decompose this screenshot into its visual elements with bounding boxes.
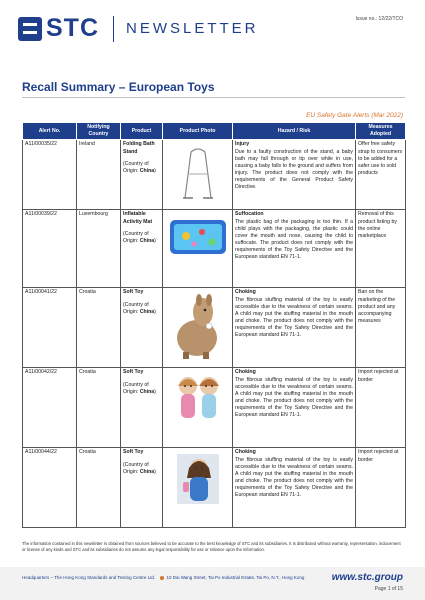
measures-cell: Removal of this product listing by the online marketplace	[356, 210, 406, 288]
measures-cell: Ban on the marketing of the product and any accompanying measures	[356, 288, 406, 368]
product-cell	[121, 448, 163, 528]
product-name: Folding Bath Stand	[123, 141, 155, 155]
bath-stand-photo	[181, 144, 215, 200]
product-cell	[121, 210, 163, 288]
footer-address	[22, 575, 304, 580]
table-header-row	[23, 123, 406, 140]
hazard-cell	[233, 448, 356, 528]
measures-cell: Offer free safety strap to consumers to be added for a safer use to sold products	[356, 140, 406, 210]
country-cell: Ireland	[77, 140, 121, 210]
header-divider	[113, 16, 114, 42]
table-subtitle: EU Safety Gate Alerts (Mar 2022)	[306, 112, 403, 119]
photo-cell	[163, 288, 233, 368]
alert-no-cell: A11/00035/22	[23, 140, 77, 210]
alert-no-cell: A11/00041/22	[23, 288, 77, 368]
hazard-title: Suffocation	[235, 211, 264, 218]
page-title: Recall Summary – European Toys	[22, 80, 215, 94]
recall-table	[22, 122, 406, 528]
table-row	[23, 140, 406, 210]
location-pin-icon	[160, 576, 164, 580]
table-row	[23, 210, 406, 288]
hazard-text: The fibrous stuffing material of the toy is easily accessible due to the weakness of certain seams. A child may put the stuffing material in the mouth and choke. The product does not comply with the requirements of the Toy Safety Directive and the European standard EN 71-1.	[235, 296, 353, 339]
stc-logo	[18, 14, 259, 43]
product-name: Inflatable Activity Mat	[123, 211, 153, 225]
origin-text: (Country of Origin: China)	[123, 461, 156, 475]
measures-cell: Import rejected at border	[356, 448, 406, 528]
hq-address: 10 Dai Wang Street, Tai Po Industrial Estate, Tai Po, N.T., Hong Kong	[166, 575, 305, 580]
product-cell	[121, 140, 163, 210]
hazard-title: Choking	[235, 369, 256, 376]
table-row	[23, 288, 406, 368]
hazard-title: Injury	[235, 141, 250, 148]
header-product-photo: Product Photo	[163, 123, 233, 140]
hazard-text: Due to a faulty construction of the stand, a baby bath may fall through or tip over while in use, causing a baby falls to the ground and suffers from injury. The product does not comply with the requirements of the General Product Safety Directive.	[235, 148, 353, 191]
country-cell: Croatia	[77, 368, 121, 448]
alert-no-cell: A11/00044/22	[23, 448, 77, 528]
table-row	[23, 448, 406, 528]
product-name: Soft Toy	[123, 369, 144, 376]
product-name: Soft Toy	[123, 289, 144, 296]
llama-toy-photo	[173, 292, 223, 360]
title-divider	[22, 97, 405, 98]
hq-label: Headquarters – The Hong Kong Standards and Testing Centre Ltd.	[22, 575, 156, 580]
issue-number: Issue no.: 12/22/TCO	[355, 16, 403, 22]
header-measures-adopted: Measures Adopted	[356, 123, 406, 140]
header-product: Product	[121, 123, 163, 140]
photo-cell	[163, 140, 233, 210]
website-link[interactable]: www.stc.group	[331, 572, 403, 583]
brand-name: STC	[46, 14, 99, 42]
alert-no-cell: A11/00042/22	[23, 368, 77, 448]
page-header	[0, 0, 425, 58]
country-cell: Croatia	[77, 448, 121, 528]
hazard-cell	[233, 288, 356, 368]
page-number: Page 1 of 15	[374, 586, 403, 592]
product-cell	[121, 368, 163, 448]
dolls-photo	[172, 372, 224, 424]
header-notifying-country: Notifying Country	[77, 123, 121, 140]
doll-blue-photo	[175, 452, 221, 506]
activity-mat-photo	[168, 214, 228, 258]
hazard-text: The fibrous stuffing material of the toy is easily accessible due to the weakness of certain seams. A child may put the stuffing material in the mouth and choke. The product does not comply with the requirements of the Toy Safety Directive and the European standard EN 71-1.	[235, 376, 353, 419]
photo-cell	[163, 210, 233, 288]
country-cell: Luxembourg	[77, 210, 121, 288]
photo-cell	[163, 368, 233, 448]
hazard-title: Choking	[235, 289, 256, 296]
header-hazard-risk: Hazard / Risk	[233, 123, 356, 140]
origin-text: (Country of Origin: China)	[123, 230, 156, 244]
origin-text: (Country of Origin: China)	[123, 160, 156, 174]
origin-text: (Country of Origin: China)	[123, 381, 156, 395]
hazard-text: The plastic bag of the packaging is too thin. If a child plays with the packaging, the plastic could cover the mouth and nose, causing the child to suffocate. The product does not comply with the requirements of the Toy Safety Directive and the European standard EN 71-1.	[235, 218, 353, 261]
hazard-cell	[233, 140, 356, 210]
hazard-cell	[233, 368, 356, 448]
hazard-title: Choking	[235, 449, 256, 456]
measures-cell: Import rejected at border	[356, 368, 406, 448]
header-alert-no: Alert No.	[23, 123, 77, 140]
photo-cell	[163, 448, 233, 528]
hazard-cell	[233, 210, 356, 288]
stc-logo-mark-icon	[18, 17, 42, 41]
table-row	[23, 368, 406, 448]
product-name: Soft Toy	[123, 449, 144, 456]
origin-text: (Country of Origin: China)	[123, 301, 156, 315]
alert-no-cell: A11/00039/22	[23, 210, 77, 288]
product-cell	[121, 288, 163, 368]
section-title: NEWSLETTER	[126, 20, 259, 37]
disclaimer-text: The information contained in this newsletter is obtained from sources believed to be accurate to the best knowledge of STC and its subsidiaries. It is distributed without warranty, representation, inducement or license of any kinds and STC and its subsidiaries do not assume any legal responsibility for use or reliance upon the information.	[22, 541, 401, 552]
hazard-text: The fibrous stuffing material of the toy is easily accessible due to the weakness of certain seams. A child may put the stuffing material in the mouth and choke. The product does not comply with the requirements of the Toy Safety Directive and the European standard EN 71-1.	[235, 456, 353, 499]
country-cell: Croatia	[77, 288, 121, 368]
